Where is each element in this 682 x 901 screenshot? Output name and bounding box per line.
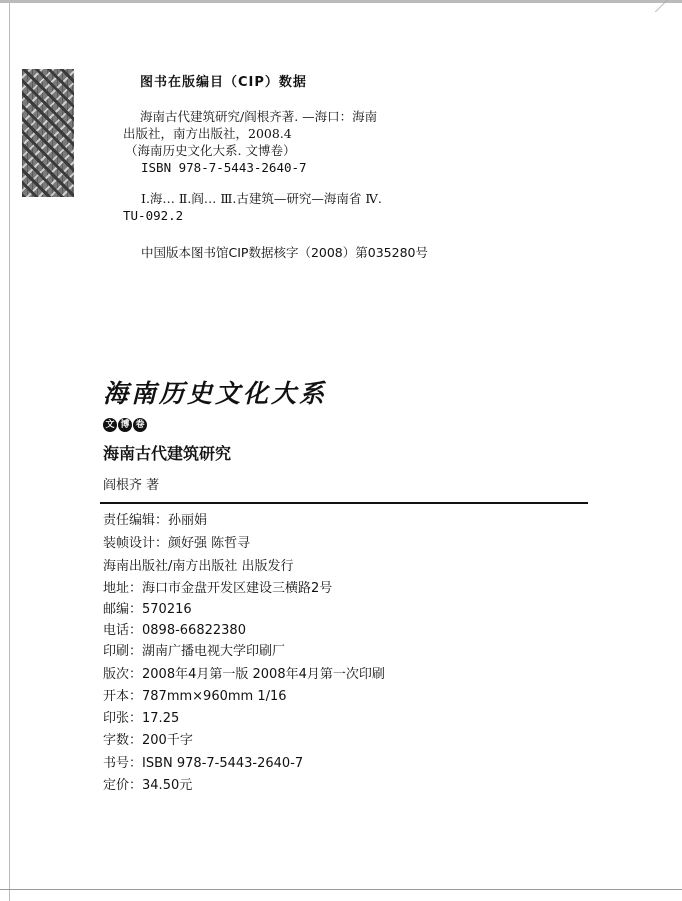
info-value: 海口市金盘开发区建设三横路2号 <box>142 581 333 596</box>
info-value: 17.25 <box>142 711 180 726</box>
info-value: 颜好强 陈哲寻 <box>168 536 251 551</box>
info-label: 印刷： <box>103 644 143 659</box>
info-row <box>103 755 303 772</box>
info-value: 570216 <box>142 602 192 617</box>
cip-heading: 图书在版编目（CIP）数据 <box>140 75 307 90</box>
cip-isbn: ISBN 978-7-5443-2640-7 <box>141 160 307 175</box>
cip-line-3: （海南历史文化大系. 文博卷） <box>125 143 296 158</box>
decorative-pattern-strip <box>22 69 74 197</box>
info-label: 版次： <box>103 667 143 682</box>
info-row <box>103 580 332 597</box>
info-row <box>103 622 246 639</box>
info-label: 地址： <box>103 581 143 596</box>
series-title: 海南历史文化大系 <box>103 379 328 408</box>
info-row <box>103 601 192 618</box>
badge-char-3: 卷 <box>133 418 147 432</box>
scan-corner-mark <box>648 0 682 12</box>
info-row <box>103 535 250 552</box>
info-value: 0898-66822380 <box>142 623 246 638</box>
info-value: 34.50元 <box>142 778 193 793</box>
info-row <box>103 643 285 660</box>
scan-bottom-edge <box>0 889 682 890</box>
book-title: 海南古代建筑研究 <box>103 444 232 463</box>
info-value: 孙丽娟 <box>168 513 208 528</box>
info-label: 邮编： <box>103 602 143 617</box>
cip-classification-code: TU-092.2 <box>123 208 184 223</box>
info-value: 200千字 <box>142 733 193 748</box>
info-label: 书号： <box>103 756 143 771</box>
info-row <box>103 732 193 749</box>
volume-badge <box>103 418 147 432</box>
divider-rule <box>100 502 588 504</box>
info-row <box>103 777 192 794</box>
info-row <box>103 512 207 529</box>
info-value: 湖南广播电视大学印刷厂 <box>142 644 286 659</box>
scan-top-edge <box>0 0 682 3</box>
cip-line-1: 海南古代建筑研究/阎根齐著. —海口：海南 <box>140 109 378 124</box>
info-row <box>103 688 287 705</box>
info-value: 2008年4月第一版 2008年4月第一次印刷 <box>142 667 385 682</box>
info-row <box>103 666 385 683</box>
info-value: 787mm×960mm 1/16 <box>142 689 287 704</box>
info-value: 海南出版社/南方出版社 出版发行 <box>103 559 294 574</box>
info-label: 责任编辑： <box>103 513 169 528</box>
info-label: 装帧设计： <box>103 536 169 551</box>
author: 阎根齐 著 <box>103 478 160 493</box>
info-row <box>103 558 294 575</box>
info-row <box>103 710 179 727</box>
badge-char-1: 文 <box>103 418 117 432</box>
scan-left-edge <box>9 0 10 901</box>
info-value: ISBN 978-7-5443-2640-7 <box>142 756 304 771</box>
info-label: 印张： <box>103 711 143 726</box>
cip-record-number: 中国版本图书馆CIP数据核字（2008）第035280号 <box>141 245 428 260</box>
badge-char-2: 博 <box>118 418 132 432</box>
info-label: 定价： <box>103 778 143 793</box>
info-label: 开本： <box>103 689 143 704</box>
cip-line-2: 出版社，南方出版社，2008.4 <box>123 126 292 141</box>
info-label: 电话： <box>103 623 143 638</box>
info-label: 字数： <box>103 733 143 748</box>
cip-classification: Ⅰ.海… Ⅱ.阎… Ⅲ.古建筑—研究—海南省 Ⅳ. <box>141 191 382 206</box>
